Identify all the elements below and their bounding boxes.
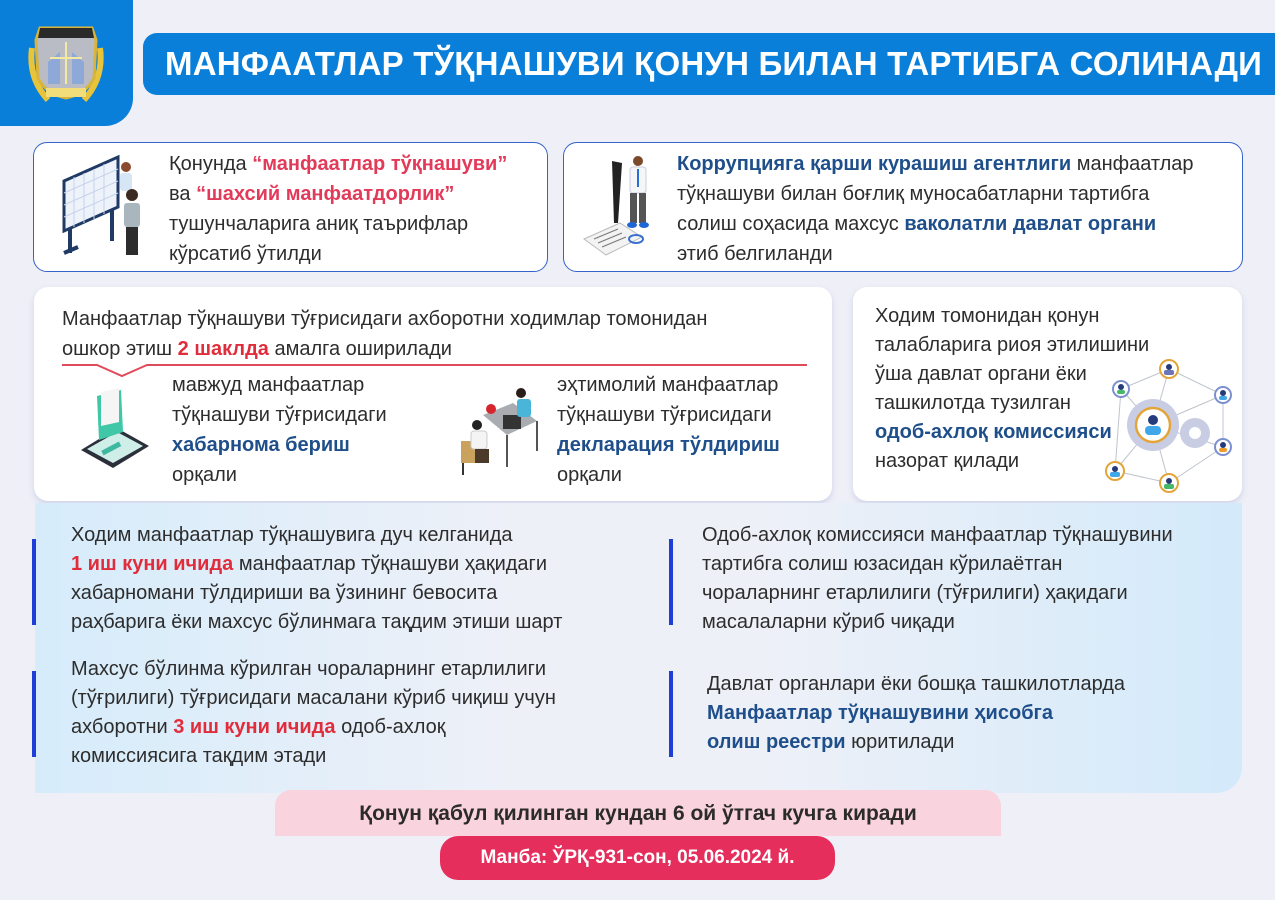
- text: комиссиясига тақдим этади: [71, 745, 327, 767]
- text: орқали: [557, 464, 622, 486]
- procedures-section: [35, 503, 1242, 793]
- text: эҳтимолий манфаатлар: [557, 374, 779, 396]
- page-title: МАНФААТЛАР ТЎҚНАШУВИ ҚОНУН БИЛАН ТАРТИБГА СОЛИНАДИ: [143, 33, 1275, 95]
- text: (тўғрилиги) тўғрисидаги масалани кўриб чиқиш учун: [71, 687, 556, 709]
- text: ташкилотда тузилган: [875, 392, 1071, 414]
- accent-bar: [32, 539, 36, 625]
- pen-signing-document-icon: [580, 153, 670, 263]
- text: хабарномани тўлдириши ва ўзининг бевосита: [71, 582, 498, 604]
- text: тўқнашуви билан боғлиқ муносабатларни тартибга: [677, 183, 1150, 205]
- text: ва: [169, 183, 197, 205]
- ministry-emblem-icon: [26, 18, 106, 110]
- text: Ходим томонидан қонун: [875, 305, 1100, 327]
- emphasis-term: Манфаатлар тўқнашувини ҳисобга: [707, 702, 1053, 724]
- text: ўша давлат органи ёки: [875, 363, 1087, 385]
- text: этиб белгиланди: [677, 243, 833, 265]
- text: тўқнашуви тўғрисидаги: [172, 404, 387, 426]
- logo-block: [0, 0, 133, 126]
- source-badge: Манба: ЎРҚ-931-сон, 05.06.2024 й.: [440, 836, 835, 880]
- agency-name: Коррупцияга қарши курашиш агентлиги: [677, 153, 1072, 175]
- text: масалаларни кўриб чиқади: [702, 611, 955, 633]
- emphasis-term: одоб-ахлоқ комиссияси: [875, 421, 1112, 443]
- text: манфаатлар тўқнашуви ҳақидаги: [233, 553, 548, 575]
- text: амалга оширилади: [268, 338, 452, 360]
- effective-date-banner: Қонун қабул қилинган кундан 6 ой ўтгач кучга киради: [275, 790, 1001, 836]
- ethics-commission-card: [853, 287, 1242, 501]
- accent-bar: [669, 539, 673, 625]
- emphasis-term: 2 шаклда: [177, 338, 269, 360]
- text: тартибга солиш юзасидан кўрилаётган: [702, 553, 1063, 575]
- emphasis-term: хабарнома бериш: [172, 434, 350, 456]
- text: Одоб-ахлоқ комиссияси манфаатлар тўқнашувини: [702, 524, 1173, 546]
- deadline-emphasis: 3 иш куни ичида: [173, 716, 336, 738]
- accent-bar: [32, 671, 36, 757]
- network-gears-icon: [1103, 359, 1243, 494]
- text: ахборотни: [71, 716, 174, 738]
- text: Қонунда: [169, 153, 253, 175]
- desk-meeting-icon: [455, 385, 545, 475]
- agency-card: [563, 142, 1243, 272]
- text: Ходим манфаатлар тўқнашувига дуч келганида: [71, 524, 513, 546]
- whiteboard-people-icon: [60, 153, 150, 258]
- definitions-card: [33, 142, 548, 272]
- text: кўрсатиб ўтилди: [169, 243, 322, 265]
- emphasis-term: ваколатли давлат органи: [904, 213, 1157, 235]
- text: тушунчаларига аниқ таърифлар: [169, 213, 469, 235]
- text: ошкор этиш: [62, 338, 178, 360]
- text: Давлат органлари ёки бошқа ташкилотларда: [707, 673, 1126, 695]
- text: орқали: [172, 464, 237, 486]
- text: тўқнашуви тўғрисидаги: [557, 404, 772, 426]
- accent-bar: [669, 671, 673, 757]
- emphasis-term: декларация тўлдириш: [557, 434, 780, 456]
- text: назорат қилади: [875, 450, 1020, 472]
- text: раҳбарига ёки махсус бўлинмага тақдим этиши шарт: [71, 611, 563, 633]
- text: юритилади: [845, 731, 955, 753]
- emphasis-term: олиш реестри: [707, 731, 846, 753]
- text: манфаатлар: [1071, 153, 1194, 175]
- text: Манфаатлар тўқнашуви тўғрисидаги ахборотни ходимлар томонидан: [62, 308, 708, 330]
- deadline-emphasis: 1 иш куни ичида: [71, 553, 234, 575]
- phone-envelope-icon: [75, 388, 155, 468]
- text: чораларнинг етарлилиги (тўғрилиги) ҳақидаги: [702, 582, 1128, 604]
- emphasis-term: “шахсий манфаатдорлик”: [196, 183, 455, 205]
- emphasis-term: “манфаатлар тўқнашуви”: [252, 153, 508, 175]
- text: Махсус бўлинма кўрилган чораларнинг етарлилиги: [71, 658, 547, 680]
- text: талабларига риоя этилишини: [875, 334, 1150, 356]
- text: одоб-ахлоқ: [335, 716, 446, 738]
- text: солиш соҳасида махсус: [677, 213, 905, 235]
- text: мавжуд манфаатлар: [172, 374, 365, 396]
